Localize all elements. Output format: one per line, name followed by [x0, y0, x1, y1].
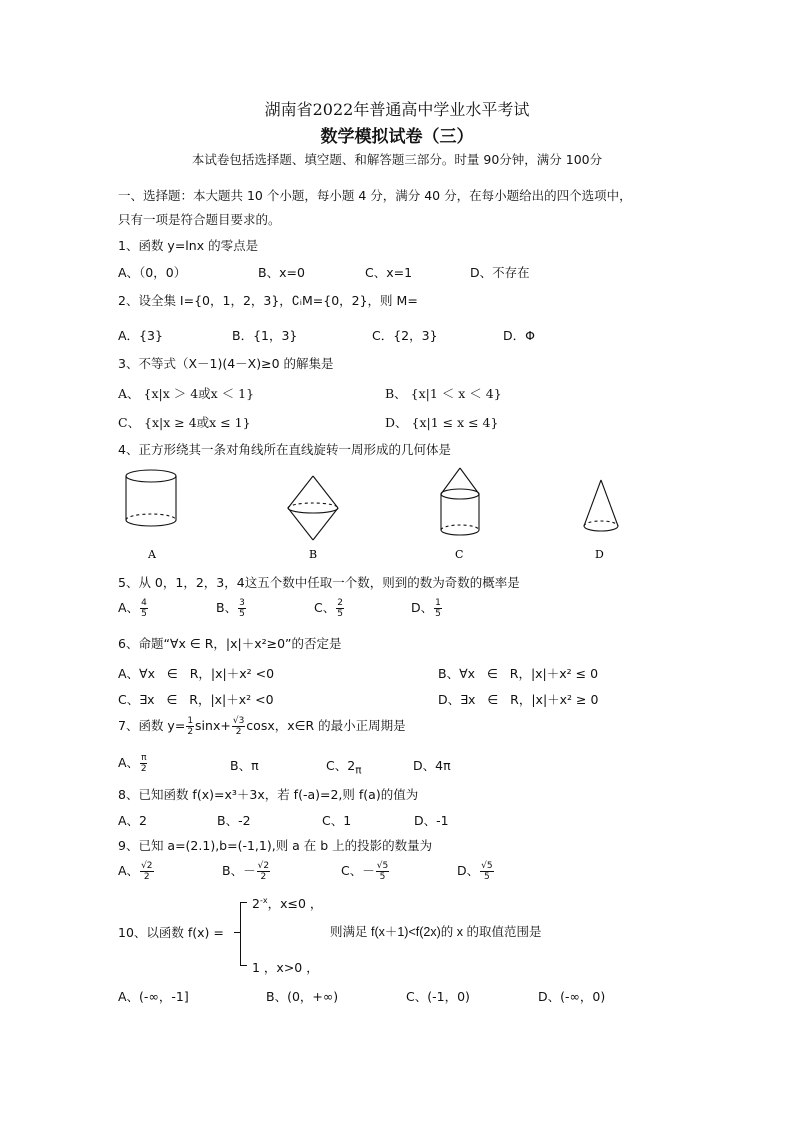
q7-c-pi: π: [355, 764, 362, 777]
q7-stem-post: cosx，x∈R 的最小正周期是: [246, 718, 406, 733]
q4-figures: [110, 462, 670, 562]
q4-stem: 4、正方形绕其一条对角线所在直线旋转一周形成的几何体是: [118, 442, 451, 457]
q8-option-a: A、2: [118, 813, 148, 828]
exam-subtitle: 数学模拟试卷（三）: [320, 127, 474, 147]
q1-option-d: D、不存在: [470, 265, 530, 280]
q9-a-num: √2: [141, 861, 153, 871]
q2-option-a: A．{3}: [118, 328, 163, 343]
q5-c-den: 5: [337, 609, 343, 619]
q3-option-c: C、 {x|x ≥ 4或x ≤ 1}: [118, 415, 251, 430]
figure-b-label: B: [309, 548, 318, 561]
q6-option-c: C、∃x ∈ R，|x|＋x² <0: [118, 692, 274, 707]
q9-stem: 9、已知 a=(2.1),b=(-1,1),则 a 在 b 上的投影的数量为: [118, 838, 433, 853]
q8-option-c: C、1: [322, 813, 352, 828]
q5-d-den: 5: [435, 609, 441, 619]
q1-option-b: B、x=0: [258, 265, 305, 280]
q9-d-label: D、: [457, 863, 480, 878]
q5-c-num: 2: [337, 598, 343, 608]
figure-c-cone-on-cylinder: [441, 468, 479, 535]
q9-a-label: A、: [118, 863, 140, 878]
q2-stem: 2、设全集 I={0，1，2，3}，∁ᵢM={0，2}，则 M=: [118, 293, 418, 308]
q7-option-c: [326, 756, 361, 777]
q6-option-d: D、∃x ∈ R，|x|＋x² ≥ 0: [438, 692, 599, 707]
q5-a-label: A、: [118, 600, 140, 615]
figure-a-cylinder: [126, 470, 176, 526]
q8-option-d: D、-1: [414, 813, 449, 828]
q10-piece1-base: 2: [252, 896, 260, 911]
q3-option-b: B、 {x|1 ＜ x ＜ 4}: [385, 386, 502, 401]
q10-option-d: D、(-∞，0): [538, 989, 606, 1004]
q2-option-d: D．Φ: [503, 328, 535, 343]
q9-a-den: 2: [143, 872, 150, 882]
q1-option-c: C、x=1: [365, 265, 413, 280]
q7-c-pre: C、2: [326, 758, 356, 773]
q10-piece1-exp: -x: [259, 895, 268, 905]
q7-a-den: 2: [140, 764, 147, 774]
q5-option-b: [216, 598, 247, 619]
q10-option-b: B、(0，+∞): [266, 989, 339, 1004]
q7-a-label: A、: [118, 755, 140, 770]
q8-option-b: B、-2: [217, 813, 251, 828]
q5-d-num: 1: [435, 598, 441, 608]
exam-title: 湖南省2022年普通高中学业水平考试: [264, 100, 530, 119]
q5-b-den: 5: [239, 609, 245, 619]
q7-half-den: 2: [187, 727, 194, 737]
q10-piece2: 1 ，x>0 ，: [252, 960, 319, 975]
q10-tail: 则满足 f(x＋1)<f(2x)的 x 的取值范围是: [330, 925, 542, 939]
q9-c-label: C、－: [341, 863, 375, 878]
q9-c-den: 5: [379, 872, 386, 882]
q9-option-c: [341, 861, 390, 882]
q7-r3-num: √3: [232, 716, 245, 726]
q2-option-c: C．{2，3}: [372, 328, 438, 343]
q8-stem: 8、已知函数 f(x)=x³＋3x，若 f(-a)=2,则 f(a)的值为: [118, 787, 419, 802]
q5-b-num: 3: [239, 598, 245, 608]
q9-b-label: B、－: [222, 863, 256, 878]
section-intro-line2: 只有一项是符合题目要求的。: [118, 212, 281, 227]
q5-stem: 5、从 0，1，2，3，4这五个数中任取一个数，则到的数为奇数的概率是: [118, 575, 520, 590]
section-intro-line1: 一、选择题：本大题共 10 个小题，每小题 4 分，满分 40 分，在每小题给出的四个选项中，: [118, 188, 632, 203]
q3-option-a: A、 {x|x ＞ 4或x ＜ 1}: [118, 386, 255, 401]
q9-option-a: [118, 861, 155, 882]
q7-stem: [118, 716, 406, 737]
q7-half-num: 1: [187, 716, 194, 726]
q5-b-label: B、: [216, 600, 238, 615]
q3-stem: 3、不等式（X－1)(4－X)≥0 的解集是: [118, 356, 334, 371]
q7-a-num: π: [141, 753, 147, 763]
q1-option-a: A、（0，0）: [118, 265, 187, 280]
q5-a-num: 4: [141, 598, 147, 608]
q5-option-d: [411, 598, 443, 619]
q7-option-a: [118, 753, 148, 774]
q2-option-b: B．{1，3}: [232, 328, 298, 343]
q9-option-b: [222, 861, 271, 882]
q5-option-a: [118, 598, 149, 619]
figure-a-label: A: [148, 548, 156, 561]
q10-piecewise-brace: [240, 902, 247, 966]
q9-b-num: √2: [257, 861, 270, 871]
q7-option-d: D、4π: [413, 758, 451, 773]
q6-stem: 6、命题“∀x ∈ R，|x|＋x²≥0”的否定是: [118, 636, 342, 651]
q6-option-a: A、∀x ∈ R，|x|＋x² <0: [118, 666, 275, 681]
figure-b-double-cone: [288, 476, 338, 540]
q10-option-a: A、(-∞，-1]: [118, 989, 189, 1004]
q1-stem: 1、函数 y=lnx 的零点是: [118, 238, 259, 253]
q5-option-c: [314, 598, 345, 619]
q9-c-num: √5: [376, 861, 389, 871]
q6-option-b: B、∀x ∈ R，|x|＋x² ≤ 0: [438, 666, 599, 681]
q7-stem-pre: 7、函数 y=: [118, 718, 186, 733]
q9-option-d: [457, 861, 495, 882]
q9-d-den: 5: [484, 872, 490, 882]
q10-piece1-cond: ，x≤0 ，: [267, 896, 323, 911]
q10-stem: 10、以函数 f(x) =: [118, 925, 224, 940]
q10-piecewise-brace-tick: [234, 932, 240, 933]
q7-r3-den: 2: [235, 727, 242, 737]
q9-b-den: 2: [260, 872, 267, 882]
q5-a-den: 5: [141, 609, 147, 619]
figure-d-cone: [584, 480, 618, 531]
q9-d-num: √5: [481, 861, 493, 871]
exam-instructions: 本试卷包括选择题、填空题、和解答题三部分。时量 90分钟，满分 100分: [191, 152, 603, 167]
q5-d-label: D、: [411, 600, 434, 615]
q10-option-c: C、(-1，0): [406, 989, 470, 1004]
q10-piece1: [252, 894, 322, 912]
q3-option-d: D、 {x|1 ≤ x ≤ 4}: [385, 415, 499, 430]
q5-c-label: C、: [314, 600, 336, 615]
figure-d-label: D: [595, 548, 604, 561]
q7-option-b: B、π: [230, 758, 259, 773]
figure-c-label: C: [455, 548, 464, 561]
q7-sinx: sinx+: [195, 718, 231, 733]
